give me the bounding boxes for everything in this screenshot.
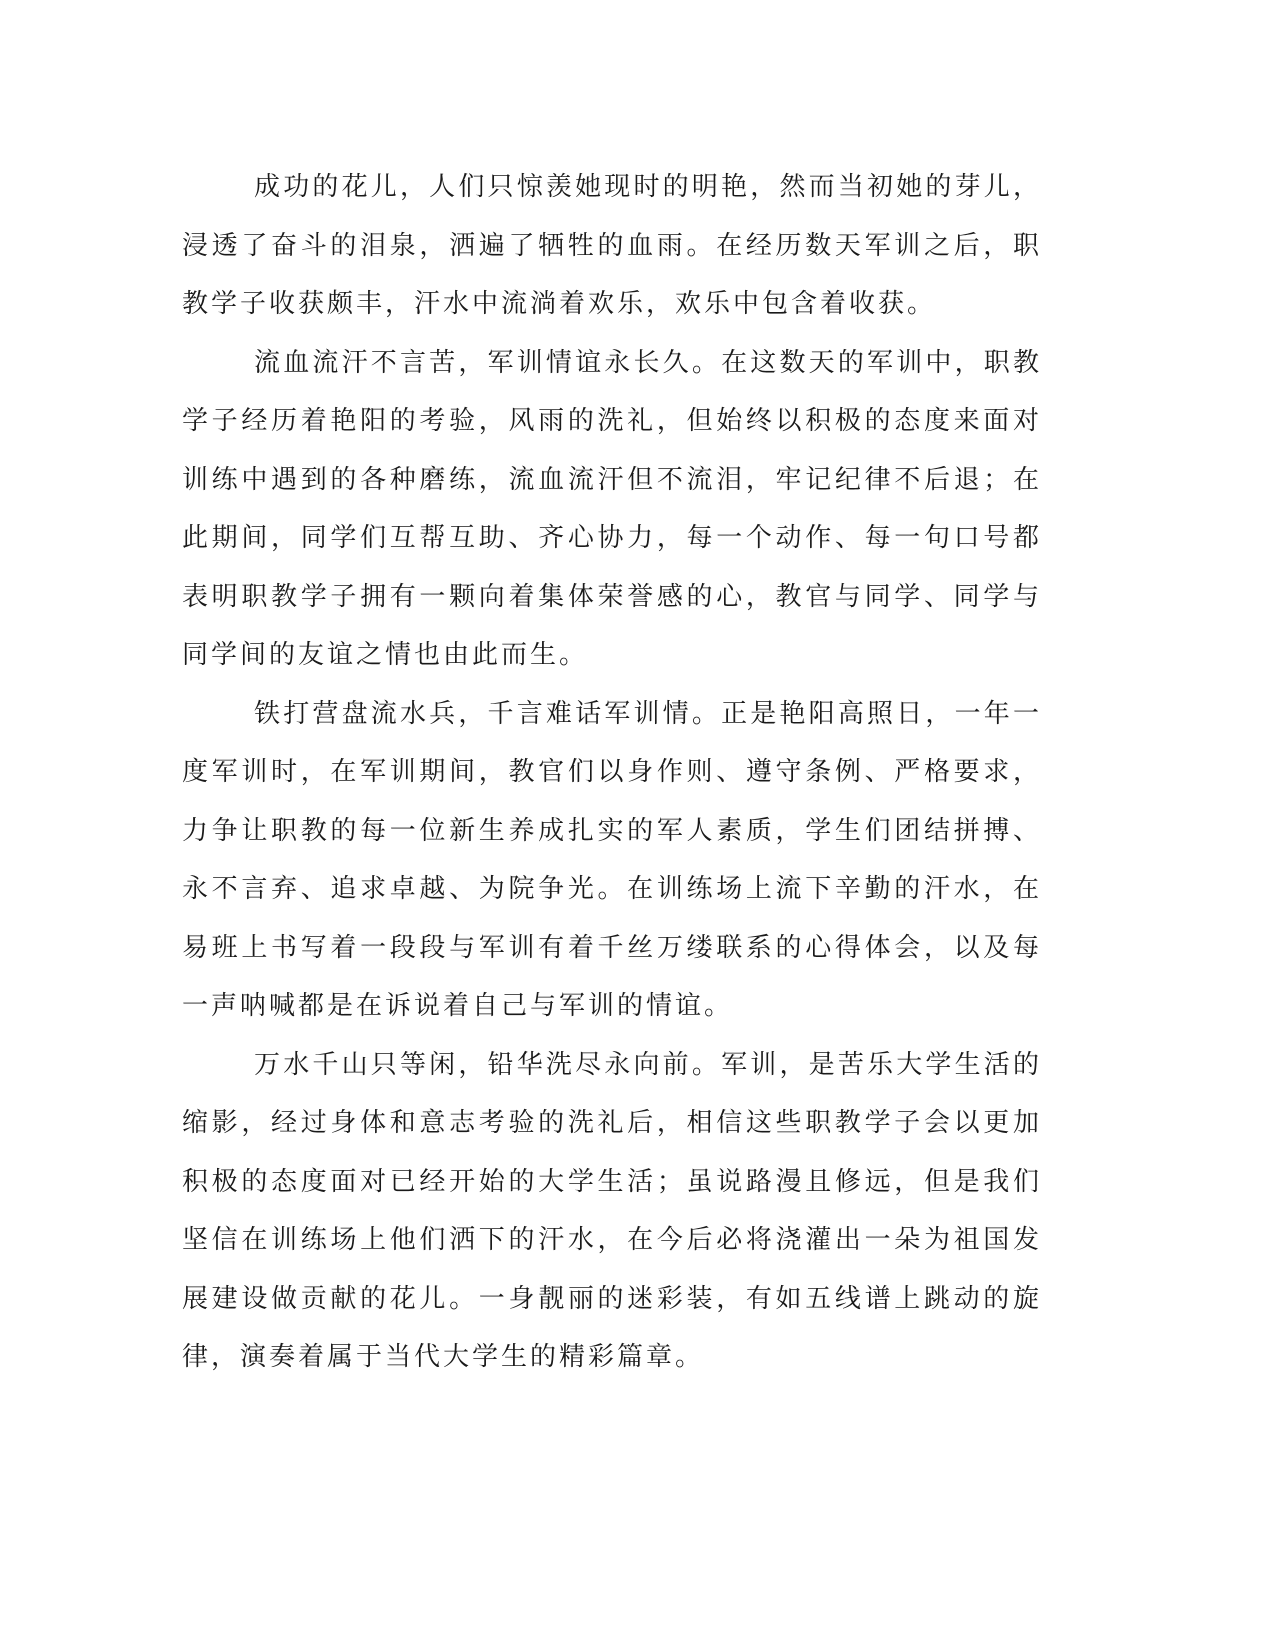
paragraph-4: 万水千山只等闲，铅华洗尽永向前。军训，是苦乐大学生活的缩影，经过身体和意志考验的洗礼后，相信这些职教学子会以更加积极的态度面对已经开始的大学生活；虽说路漫且修远，但是我们坚信在训练场上他们洒下的汗水，在今后必将浇灌出一朵为祖国发展建设做贡献的花儿。一身靓丽的迷彩装，有如五线谱上跳动的旋律，演奏着属于当代大学生的精彩篇章。 <box>182 1049 1042 1372</box>
paragraph-1: 成功的花儿，人们只惊羡她现时的明艳，然而当初她的芽儿，浸透了奋斗的泪泉，洒遍了牺牲的血雨。在经历数天军训之后，职教学子收获颇丰，汗水中流淌着欢乐，欢乐中包含着收获。 <box>182 172 1042 319</box>
document-body <box>182 158 1042 1387</box>
paragraph-2: 流血流汗不言苦，军训情谊永长久。在这数天的军训中，职教学子经历着艳阳的考验，风雨的洗礼，但始终以积极的态度来面对训练中遇到的各种磨练，流血流汗但不流泪，牢记纪律不后退；在此期间，同学们互帮互助、齐心协力，每一个动作、每一句口号都表明职教学子拥有一颗向着集体荣誉感的心，教官与同学、同学与同学间的友谊之情也由此而生。 <box>182 347 1042 670</box>
paragraph-3: 铁打营盘流水兵，千言难话军训情。正是艳阳高照日，一年一度军训时，在军训期间，教官们以身作则、遵守条例、严格要求，力争让职教的每一位新生养成扎实的军人素质，学生们团结拼搏、永不言弃、追求卓越、为院争光。在训练场上流下辛勤的汗水，在易班上书写着一段段与军训有着千丝万缕联系的心得体会，以及每一声呐喊都是在诉说着自己与军训的情谊。 <box>182 698 1042 1021</box>
